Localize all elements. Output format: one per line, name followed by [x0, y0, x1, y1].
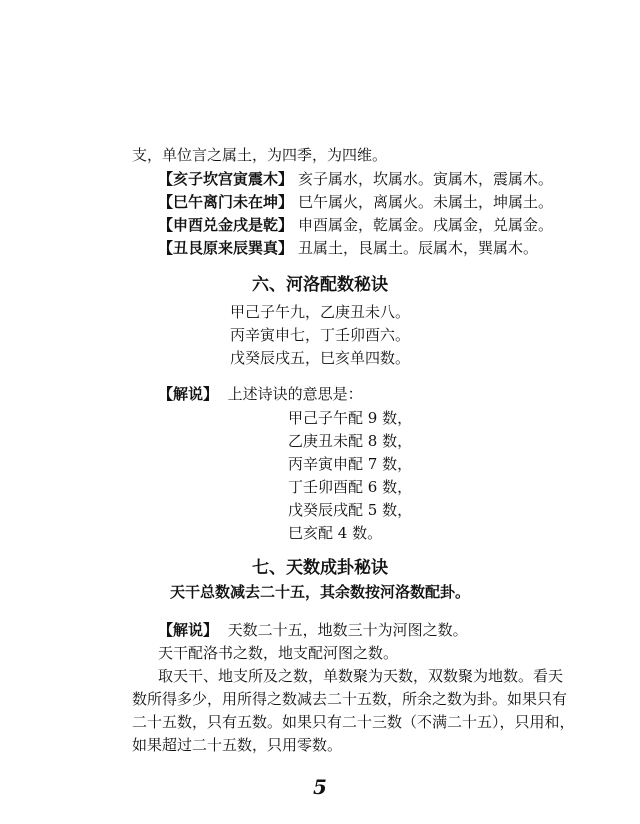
verse-key: 【丑艮原来辰巽真】: [158, 239, 294, 257]
section-7-title: 七、天数成卦秘诀: [252, 558, 388, 578]
paragraph-line: 二十五数，只有五数。如果只有二十三数（不满二十五），只用和，: [132, 713, 575, 731]
intro-line: 支，单位言之属土，为四季，为四维。: [132, 146, 388, 164]
section-6-verse: 甲己子午九，乙庚丑未八。: [229, 303, 410, 321]
verse-value: 巳午属火，离属火。未属土，坤属土。: [298, 193, 554, 211]
paragraph-line: 取天干、地支所及之数，单数聚为天数，双数聚为地数。看天: [158, 667, 564, 685]
explain-tag: 【解说】: [158, 385, 219, 403]
verse-pair: [158, 192, 553, 212]
verse-pair: [158, 215, 553, 235]
verse-key: 【巳午离门未在坤】: [158, 193, 294, 211]
section-6-verse: 戊癸辰戌五，巳亥单四数。: [229, 349, 410, 367]
list-item: 巳亥配 4 数。: [288, 524, 383, 542]
list-item: 乙庚丑未配 8 数，: [288, 432, 413, 450]
list-item: 丙辛寅申配 7 数，: [288, 455, 413, 473]
section-7-line: 天干配洛书之数，地支配河图之数。: [158, 644, 399, 662]
verse-pair: [158, 169, 553, 189]
section-7-verse: 天干总数减去二十五，其余数按河洛数配卦。: [169, 583, 470, 601]
page-number: 5: [313, 775, 327, 799]
verse-key: 【申酉兑金戌是乾】: [158, 216, 294, 234]
explain-text: 天数二十五，地数三十为河图之数。: [227, 621, 468, 639]
paragraph-line: 如果超过二十五数，只用零数。: [132, 736, 343, 754]
section-6-explain: [158, 384, 363, 404]
paragraph-line: 数所得多少，用所得之数减去二十五数，所余之数为卦。如果只有: [132, 690, 568, 708]
explain-text: 上述诗诀的意思是：: [227, 385, 363, 403]
verse-pair: [158, 238, 538, 258]
section-7-explain: [158, 620, 468, 640]
verse-value: 亥子属水，坎属水。寅属木，震属木。: [298, 170, 554, 188]
list-item: 丁壬卯酉配 6 数，: [288, 478, 413, 496]
section-6-verse: 丙辛寅申七，丁壬卯酉六。: [229, 326, 410, 344]
verse-key: 【亥子坎宫寅震木】: [158, 170, 294, 188]
explain-tag: 【解说】: [158, 621, 219, 639]
section-6-title: 六、河洛配数秘诀: [252, 275, 388, 295]
list-item: 戊癸辰戌配 5 数，: [288, 501, 413, 519]
list-item: 甲己子午配 9 数，: [288, 409, 413, 427]
verse-value: 申酉属金，乾属金。戌属金，兑属金。: [298, 216, 554, 234]
verse-value: 丑属土，艮属土。辰属木，巽属木。: [298, 239, 539, 257]
